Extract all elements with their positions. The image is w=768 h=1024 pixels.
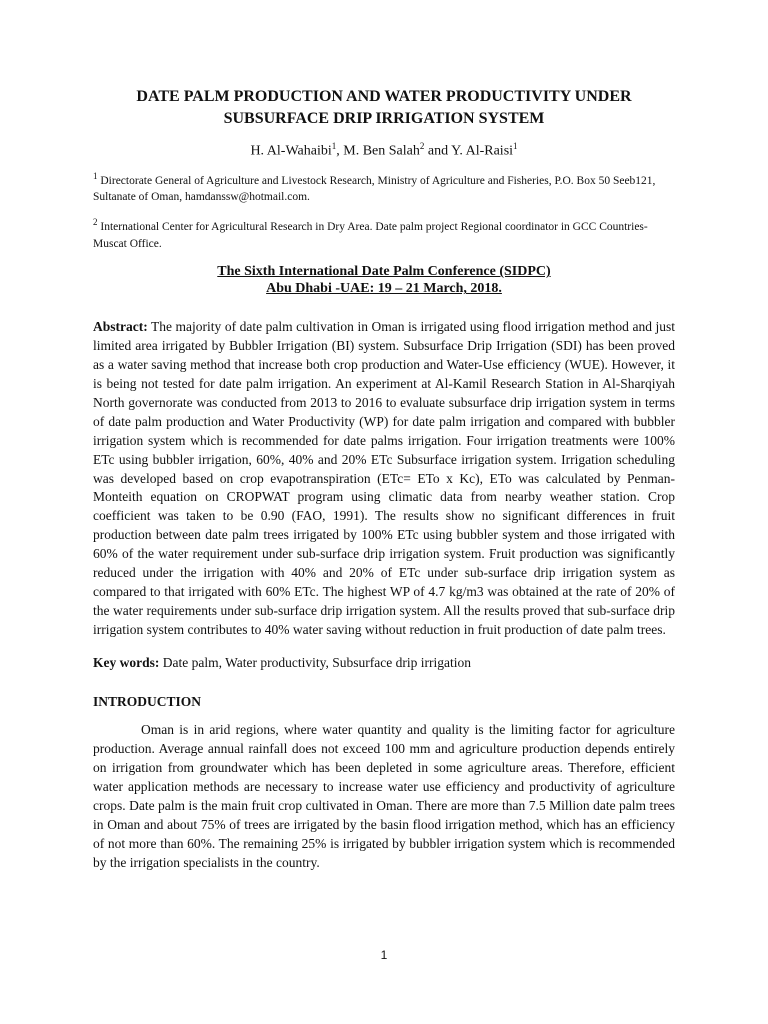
affiliation-text: International Center for Agricultural Research in Dry Area. Date palm project Regional coordinator in GCC Countries-Muscat Office.: [93, 221, 648, 251]
introduction-paragraph: Oman is in arid regions, where water quantity and quality is the limiting factor for agriculture production. Average annual rainfall does not exceed 100 mm and agriculture production depends entirely on irrigation from groundwater which has been depleted in some agriculture areas. Therefore, efficient water application methods are necessary to increase water use efficiency and productivity of agriculture crops. Date palm is the main fruit crop cultivated in Oman. There are more than 7.5 Million date palm trees in Oman and about 75% of trees are irrigated by the basin flood irrigation method, which has an efficiency of not more than 60%. The remaining 25% is irrigated by bubbler irrigation system which is recommended by the irrigation specialists in the country.: [93, 722, 675, 871]
conference-name: The Sixth International Date Palm Conference (SIDPC): [217, 264, 551, 280]
keywords-label: Key words:: [93, 655, 160, 671]
title-line-1: DATE PALM PRODUCTION AND WATER PRODUCTIVITY UNDER: [136, 88, 632, 105]
affiliation-mark: 1: [93, 170, 98, 181]
author-separator: and: [424, 143, 452, 159]
author-affil-mark: 1: [513, 141, 518, 151]
affiliation-1: [93, 168, 675, 207]
author-name: M. Ben Salah: [343, 143, 420, 159]
affiliation-2: [93, 214, 675, 253]
paper-page: [93, 86, 675, 872]
author-name: Y. Al-Raisi: [451, 143, 514, 159]
author-name: H. Al-Wahaibi: [250, 143, 332, 159]
page-number: 1: [380, 948, 388, 962]
keywords: [93, 653, 675, 672]
author-affil-mark: 2: [419, 141, 425, 151]
affiliation-text: Directorate General of Agriculture and Livestock Research, Ministry of Agriculture and Fisheries, P.O. Box 50 Seeb121, Sultanate of Oman, hamdanssw@hotmail.com.: [93, 174, 656, 204]
section-heading-introduction: INTRODUCTION: [93, 694, 202, 710]
title-line-2: SUBSURFACE DRIP IRRIGATION SYSTEM: [223, 110, 545, 127]
author-affil-mark: 1: [331, 141, 337, 151]
author-list: [93, 136, 675, 162]
abstract: [93, 318, 675, 639]
paper-title: [93, 86, 675, 130]
conference-place-date: Abu Dhabi -UAE: 19 – 21 March, 2018.: [266, 281, 502, 297]
author-separator: ,: [336, 143, 344, 159]
abstract-text: The majority of date palm cultivation in Oman is irrigated using flood irrigation method and just limited area irrigated by Bubbler Irrigation (BI) system. Subsurface Drip Irrigation (SDI) has been proved as a water saving method that increase both crop production and Water-Use efficiency (WUE). However, it is being not tested for date palm irrigation. An experiment at Al-Kamil Research Station in Al-Sharqiyah North governorate was conducted from 2013 to 2016 to evaluate subsurface drip irrigation system in terms of date palm production and Water Productivity (WP) for date palm irrigation and compared with bubbler irrigation system which is recommended for date palms irrigation. Four irrigation treatments were 100% ETc using bubbler irrigation, 60%, 40% and 20% ETc Subsurface irrigation system. Irrigation scheduling was developed based on crop evapotranspiration (ETc= ETo x Kc), ETo was calculated by Penman-Monteith equation on CROPWAT program using climatic data from nearby weather station. Crop coefficient was taken to be 0.90 (FAO, 1991). The results show no significant differences in fruit production between date palm trees irrigated by 100% ETc using bubbler system and those irrigated with 60% of the water requirement under sub-surface drip irrigation system. Fruit production was significantly reduced under the irrigation with 40% and 20% of ETc under sub-surface drip irrigation system as compared to that irrigated with 60% ETc. The highest WP of 4.7 kg/m3 was obtained at the rate of 20% of the water requirements under sub-surface drip irrigation system. All the results proved that sub-surface drip irrigation system contributes to 40% water saving without reduction in fruit production of date palm trees.: [93, 319, 675, 637]
abstract-label: Abstract:: [93, 319, 148, 335]
keywords-text: Date palm, Water productivity, Subsurface drip irrigation: [159, 655, 471, 671]
conference-info: [93, 263, 675, 297]
affiliation-mark: 2: [93, 217, 98, 228]
